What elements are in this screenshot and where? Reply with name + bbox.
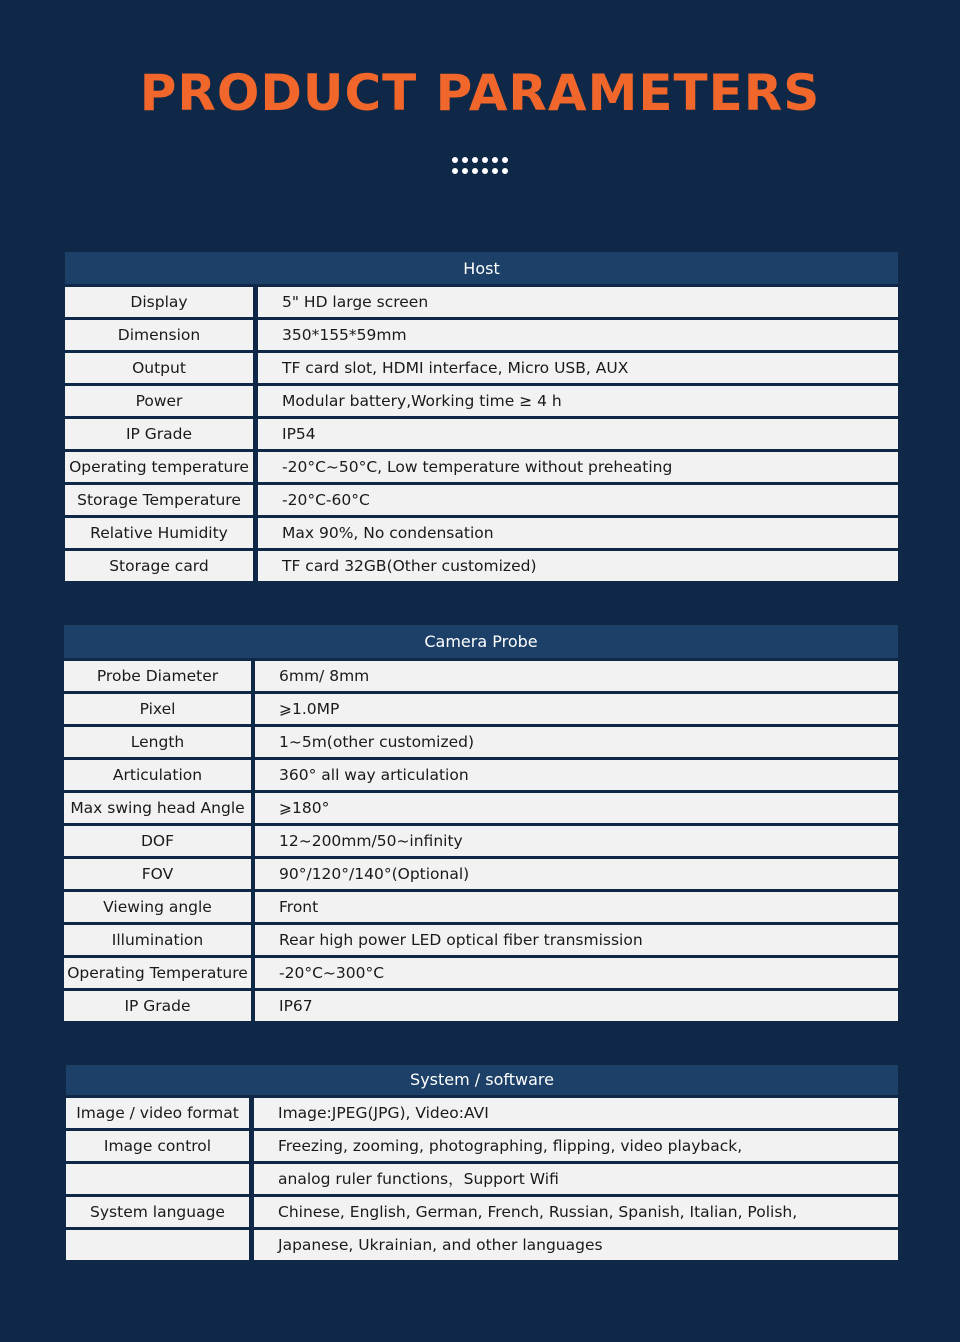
row-value: Front [255, 892, 898, 922]
row-value: 90°/120°/140°(Optional) [255, 859, 898, 889]
dot [452, 157, 458, 163]
host-header: Host [65, 252, 898, 284]
system-software-table [66, 1065, 898, 1260]
row-value: Image:JPEG(JPG), Video:AVI [254, 1098, 898, 1128]
camera-probe-header: Camera Probe [64, 625, 898, 658]
decorative-dots [452, 157, 508, 181]
row-value: TF card 32GB(Other customized) [258, 551, 898, 581]
table-row [65, 353, 898, 383]
page-title: PRODUCT PARAMETERS [139, 64, 821, 122]
table-row [66, 1164, 898, 1194]
table-row [64, 859, 898, 889]
row-value: Freezing, zooming, photographing, flipping, video playback, [254, 1131, 898, 1161]
row-value: Rear high power LED optical fiber transmission [255, 925, 898, 955]
dot [472, 168, 478, 174]
row-value: 350*155*59mm [258, 320, 898, 350]
table-row [64, 925, 898, 955]
row-label: Image control [66, 1131, 249, 1161]
row-label: Articulation [64, 760, 251, 790]
row-value: 6mm/ 8mm [255, 661, 898, 691]
row-value: IP67 [255, 991, 898, 1021]
row-value: Chinese, English, German, French, Russian, Spanish, Italian, Polish, [254, 1197, 898, 1227]
row-label: Viewing angle [64, 892, 251, 922]
row-label: Storage Temperature [65, 485, 253, 515]
table-row [64, 727, 898, 757]
row-label: Operating Temperature [64, 958, 251, 988]
table-row [65, 452, 898, 482]
row-value: Japanese, Ukrainian, and other languages [254, 1230, 898, 1260]
row-value: TF card slot, HDMI interface, Micro USB, AUX [258, 353, 898, 383]
dot [502, 157, 508, 163]
row-label: IP Grade [64, 991, 251, 1021]
row-value: Modular battery,Working time ≥ 4 h [258, 386, 898, 416]
dot [492, 168, 498, 174]
table-row [64, 661, 898, 691]
dot [462, 157, 468, 163]
dot [502, 168, 508, 174]
table-row [65, 419, 898, 449]
row-label: DOF [64, 826, 251, 856]
row-label: Max swing head Angle [64, 793, 251, 823]
row-value: 5" HD large screen [258, 287, 898, 317]
row-value: ⩾180° [255, 793, 898, 823]
dot [492, 157, 498, 163]
table-row [66, 1230, 898, 1260]
table-row [64, 760, 898, 790]
row-label: Image / video format [66, 1098, 249, 1128]
row-label: Pixel [64, 694, 251, 724]
row-value: IP54 [258, 419, 898, 449]
row-label: Length [64, 727, 251, 757]
row-value: 1~5m(other customized) [255, 727, 898, 757]
table-row [64, 892, 898, 922]
row-label: Operating temperature [65, 452, 253, 482]
table-row [65, 386, 898, 416]
table-row [64, 694, 898, 724]
table-row [64, 991, 898, 1021]
row-label: IP Grade [65, 419, 253, 449]
row-value: 360° all way articulation [255, 760, 898, 790]
row-label [66, 1230, 249, 1260]
system-software-header: System / software [66, 1065, 898, 1095]
table-row [66, 1098, 898, 1128]
row-value: -20°C-60°C [258, 485, 898, 515]
row-label: FOV [64, 859, 251, 889]
dot [482, 157, 488, 163]
table-row [65, 518, 898, 548]
row-label [66, 1164, 249, 1194]
row-label: Storage card [65, 551, 253, 581]
row-label: Illumination [64, 925, 251, 955]
table-row [64, 958, 898, 988]
row-value: -20°C~50°C, Low temperature without preheating [258, 452, 898, 482]
dot [482, 168, 488, 174]
table-row [65, 287, 898, 317]
table-row [66, 1131, 898, 1161]
dot [462, 168, 468, 174]
table-row [65, 485, 898, 515]
row-value: 12~200mm/50~infinity [255, 826, 898, 856]
row-value: analog ruler functions，Support Wifi [254, 1164, 898, 1194]
table-row [64, 826, 898, 856]
row-label: Dimension [65, 320, 253, 350]
table-row [66, 1197, 898, 1227]
row-value: ⩾1.0MP [255, 694, 898, 724]
row-value: -20°C~300°C [255, 958, 898, 988]
row-value: Max 90%, No condensation [258, 518, 898, 548]
dot [452, 168, 458, 174]
row-label: Relative Humidity [65, 518, 253, 548]
row-label: Power [65, 386, 253, 416]
row-label: Output [65, 353, 253, 383]
dot [472, 157, 478, 163]
row-label: System language [66, 1197, 249, 1227]
table-row [64, 793, 898, 823]
table-row [65, 551, 898, 581]
host-table [65, 252, 898, 581]
row-label: Probe Diameter [64, 661, 251, 691]
camera-probe-table [64, 625, 898, 1021]
row-label: Display [65, 287, 253, 317]
table-row [65, 320, 898, 350]
